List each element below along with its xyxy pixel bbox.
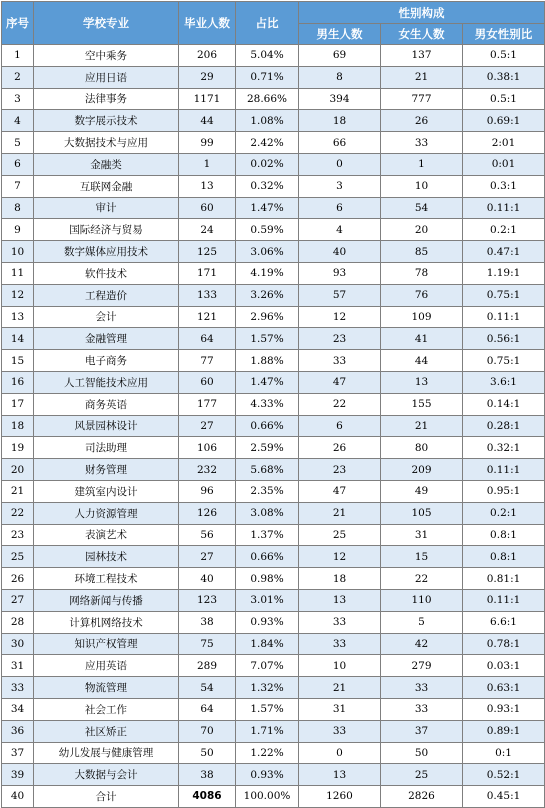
gender-ratio-cell: 0.11:1 <box>463 459 545 481</box>
male-cell: 18 <box>299 110 381 132</box>
major-cell: 应用英语 <box>34 655 179 677</box>
male-cell: 66 <box>299 132 381 154</box>
gender-ratio-cell: 0.8:1 <box>463 524 545 546</box>
ratio-cell: 1.57% <box>236 698 299 720</box>
gender-ratio-cell: 6.6:1 <box>463 611 545 633</box>
table-row <box>2 262 545 284</box>
major-cell: 社会工作 <box>34 698 179 720</box>
seq-cell: 4 <box>2 110 34 132</box>
seq-cell: 36 <box>2 720 34 742</box>
seq-cell: 1 <box>2 45 34 67</box>
table-row <box>2 611 545 633</box>
ratio-cell: 7.07% <box>236 655 299 677</box>
graduates-cell: 29 <box>179 66 236 88</box>
header-major: 学校专业 <box>34 2 179 45</box>
graduates-cell: 56 <box>179 524 236 546</box>
ratio-cell: 3.01% <box>236 589 299 611</box>
male-cell: 13 <box>299 589 381 611</box>
gender-ratio-cell: 0.2:1 <box>463 502 545 524</box>
gender-ratio-cell: 0.69:1 <box>463 110 545 132</box>
graduates-cell: 125 <box>179 241 236 263</box>
table-row <box>2 415 545 437</box>
table-row <box>2 480 545 502</box>
table-row <box>2 720 545 742</box>
gender-ratio-cell: 0.28:1 <box>463 415 545 437</box>
ratio-cell: 0.59% <box>236 219 299 241</box>
male-cell: 31 <box>299 698 381 720</box>
ratio-cell: 0.32% <box>236 175 299 197</box>
table-row <box>2 698 545 720</box>
female-cell: 33 <box>381 132 463 154</box>
ratio-cell: 0.66% <box>236 415 299 437</box>
graduates-cell: 38 <box>179 611 236 633</box>
female-cell: 44 <box>381 350 463 372</box>
seq-cell: 8 <box>2 197 34 219</box>
graduates-cell: 44 <box>179 110 236 132</box>
seq-cell: 25 <box>2 546 34 568</box>
female-cell: 49 <box>381 480 463 502</box>
major-cell: 计算机网络技术 <box>34 611 179 633</box>
graduates-cell: 27 <box>179 415 236 437</box>
male-cell: 6 <box>299 197 381 219</box>
female-cell: 33 <box>381 677 463 699</box>
major-cell: 法律事务 <box>34 88 179 110</box>
table-row <box>2 677 545 699</box>
seq-cell: 7 <box>2 175 34 197</box>
table-row <box>2 764 545 786</box>
seq-cell: 15 <box>2 350 34 372</box>
header-gender-ratio: 男女性别比 <box>463 24 545 45</box>
ratio-cell: 0.71% <box>236 66 299 88</box>
seq-cell: 12 <box>2 284 34 306</box>
major-cell: 人工智能技术应用 <box>34 371 179 393</box>
male-cell: 1260 <box>299 786 381 808</box>
major-cell: 幼儿发展与健康管理 <box>34 742 179 764</box>
graduates-cell: 13 <box>179 175 236 197</box>
graduates-cell: 64 <box>179 328 236 350</box>
table-row <box>2 524 545 546</box>
gender-ratio-cell: 0.56:1 <box>463 328 545 350</box>
ratio-cell: 0.98% <box>236 568 299 590</box>
male-cell: 22 <box>299 393 381 415</box>
table-row <box>2 459 545 481</box>
ratio-cell: 1.47% <box>236 197 299 219</box>
graduates-cell: 70 <box>179 720 236 742</box>
ratio-cell: 3.08% <box>236 502 299 524</box>
female-cell: 33 <box>381 698 463 720</box>
seq-cell: 40 <box>2 786 34 808</box>
seq-cell: 22 <box>2 502 34 524</box>
gender-ratio-cell: 0.78:1 <box>463 633 545 655</box>
major-cell: 建筑室内设计 <box>34 480 179 502</box>
female-cell: 50 <box>381 742 463 764</box>
gender-ratio-cell: 0.95:1 <box>463 480 545 502</box>
female-cell: 137 <box>381 45 463 67</box>
major-cell: 金融类 <box>34 153 179 175</box>
male-cell: 23 <box>299 459 381 481</box>
graduates-cell: 126 <box>179 502 236 524</box>
female-cell: 10 <box>381 175 463 197</box>
seq-cell: 2 <box>2 66 34 88</box>
gender-ratio-cell: 0.11:1 <box>463 306 545 328</box>
ratio-cell: 1.37% <box>236 524 299 546</box>
seq-cell: 18 <box>2 415 34 437</box>
male-cell: 4 <box>299 219 381 241</box>
header-graduates: 毕业人数 <box>179 2 236 45</box>
male-cell: 12 <box>299 546 381 568</box>
male-cell: 33 <box>299 633 381 655</box>
male-cell: 33 <box>299 350 381 372</box>
female-cell: 22 <box>381 568 463 590</box>
graduates-cell: 60 <box>179 371 236 393</box>
gender-ratio-cell: 0.52:1 <box>463 764 545 786</box>
major-cell: 工程造价 <box>34 284 179 306</box>
gender-ratio-cell: 0:01 <box>463 153 545 175</box>
table-row <box>2 132 545 154</box>
ratio-cell: 28.66% <box>236 88 299 110</box>
gender-ratio-cell: 3.6:1 <box>463 371 545 393</box>
graduates-cell: 206 <box>179 45 236 67</box>
seq-cell: 30 <box>2 633 34 655</box>
female-cell: 279 <box>381 655 463 677</box>
table-row <box>2 284 545 306</box>
male-cell: 18 <box>299 568 381 590</box>
table-row <box>2 350 545 372</box>
header-male: 男生人数 <box>299 24 381 45</box>
table-row <box>2 153 545 175</box>
seq-cell: 14 <box>2 328 34 350</box>
table-row <box>2 589 545 611</box>
ratio-cell: 0.66% <box>236 546 299 568</box>
male-cell: 23 <box>299 328 381 350</box>
male-cell: 33 <box>299 720 381 742</box>
ratio-cell: 0.93% <box>236 764 299 786</box>
male-cell: 47 <box>299 480 381 502</box>
graduates-cell: 123 <box>179 589 236 611</box>
ratio-cell: 4.33% <box>236 393 299 415</box>
graduates-cell: 99 <box>179 132 236 154</box>
table-row <box>2 786 545 808</box>
male-cell: 69 <box>299 45 381 67</box>
seq-cell: 10 <box>2 241 34 263</box>
table-row <box>2 328 545 350</box>
gender-ratio-cell: 0.5:1 <box>463 45 545 67</box>
major-cell: 风景园林设计 <box>34 415 179 437</box>
graduates-cell: 38 <box>179 764 236 786</box>
gender-ratio-cell: 0.14:1 <box>463 393 545 415</box>
female-cell: 78 <box>381 262 463 284</box>
major-cell: 审计 <box>34 197 179 219</box>
female-cell: 105 <box>381 502 463 524</box>
graduates-cell: 60 <box>179 197 236 219</box>
table-row <box>2 633 545 655</box>
male-cell: 21 <box>299 677 381 699</box>
graduates-cell: 171 <box>179 262 236 284</box>
ratio-cell: 1.71% <box>236 720 299 742</box>
seq-cell: 9 <box>2 219 34 241</box>
major-cell: 商务英语 <box>34 393 179 415</box>
female-cell: 2826 <box>381 786 463 808</box>
major-cell: 数字展示技术 <box>34 110 179 132</box>
ratio-cell: 1.47% <box>236 371 299 393</box>
gender-ratio-cell: 0.5:1 <box>463 88 545 110</box>
male-cell: 6 <box>299 415 381 437</box>
male-cell: 13 <box>299 764 381 786</box>
seq-cell: 28 <box>2 611 34 633</box>
table-row <box>2 742 545 764</box>
major-cell: 司法助理 <box>34 437 179 459</box>
female-cell: 37 <box>381 720 463 742</box>
ratio-cell: 1.22% <box>236 742 299 764</box>
graduates-cell: 64 <box>179 698 236 720</box>
ratio-cell: 4.19% <box>236 262 299 284</box>
gender-ratio-cell: 0.03:1 <box>463 655 545 677</box>
table-row <box>2 197 545 219</box>
ratio-cell: 1.32% <box>236 677 299 699</box>
ratio-cell: 3.26% <box>236 284 299 306</box>
seq-cell: 13 <box>2 306 34 328</box>
male-cell: 8 <box>299 66 381 88</box>
gender-ratio-cell: 0.38:1 <box>463 66 545 88</box>
major-cell: 表演艺术 <box>34 524 179 546</box>
graduates-cell: 75 <box>179 633 236 655</box>
gender-ratio-cell: 0.3:1 <box>463 175 545 197</box>
female-cell: 42 <box>381 633 463 655</box>
female-cell: 110 <box>381 589 463 611</box>
gender-ratio-cell: 0.2:1 <box>463 219 545 241</box>
gender-ratio-cell: 0.45:1 <box>463 786 545 808</box>
male-cell: 93 <box>299 262 381 284</box>
ratio-cell: 1.08% <box>236 110 299 132</box>
header-seq: 序号 <box>2 2 34 45</box>
header-ratio: 占比 <box>236 2 299 45</box>
graduates-cell: 27 <box>179 546 236 568</box>
ratio-cell: 5.04% <box>236 45 299 67</box>
ratio-cell: 1.88% <box>236 350 299 372</box>
female-cell: 15 <box>381 546 463 568</box>
major-cell: 应用日语 <box>34 66 179 88</box>
seq-cell: 5 <box>2 132 34 154</box>
graduates-cell: 1171 <box>179 88 236 110</box>
male-cell: 25 <box>299 524 381 546</box>
gender-ratio-cell: 0.75:1 <box>463 284 545 306</box>
female-cell: 21 <box>381 66 463 88</box>
table-row <box>2 219 545 241</box>
major-cell: 金融管理 <box>34 328 179 350</box>
seq-cell: 3 <box>2 88 34 110</box>
male-cell: 3 <box>299 175 381 197</box>
ratio-cell: 2.42% <box>236 132 299 154</box>
graduates-cell: 289 <box>179 655 236 677</box>
table-row <box>2 393 545 415</box>
graduates-cell: 1 <box>179 153 236 175</box>
male-cell: 0 <box>299 153 381 175</box>
ratio-cell: 2.35% <box>236 480 299 502</box>
major-cell: 网络新闻与传播 <box>34 589 179 611</box>
major-cell: 财务管理 <box>34 459 179 481</box>
gender-ratio-cell: 0.11:1 <box>463 197 545 219</box>
graduates-cell: 177 <box>179 393 236 415</box>
ratio-cell: 100.00% <box>236 786 299 808</box>
female-cell: 13 <box>381 371 463 393</box>
male-cell: 21 <box>299 502 381 524</box>
seq-cell: 26 <box>2 568 34 590</box>
header-female: 女生人数 <box>381 24 463 45</box>
ratio-cell: 2.59% <box>236 437 299 459</box>
seq-cell: 34 <box>2 698 34 720</box>
gender-ratio-cell: 0.47:1 <box>463 241 545 263</box>
female-cell: 76 <box>381 284 463 306</box>
gender-ratio-cell: 2:01 <box>463 132 545 154</box>
gender-ratio-cell: 0.89:1 <box>463 720 545 742</box>
table-header <box>2 2 545 45</box>
gender-ratio-cell: 0.8:1 <box>463 546 545 568</box>
major-cell: 环境工程技术 <box>34 568 179 590</box>
female-cell: 25 <box>381 764 463 786</box>
major-cell: 空中乘务 <box>34 45 179 67</box>
gender-ratio-cell: 0:1 <box>463 742 545 764</box>
major-cell: 园林技术 <box>34 546 179 568</box>
gender-ratio-cell: 0.93:1 <box>463 698 545 720</box>
graduates-cell: 133 <box>179 284 236 306</box>
graduates-cell: 77 <box>179 350 236 372</box>
graduates-cell: 232 <box>179 459 236 481</box>
major-cell: 会计 <box>34 306 179 328</box>
female-cell: 85 <box>381 241 463 263</box>
major-cell: 合计 <box>34 786 179 808</box>
seq-cell: 33 <box>2 677 34 699</box>
gender-ratio-cell: 0.63:1 <box>463 677 545 699</box>
major-cell: 数字媒体应用技术 <box>34 241 179 263</box>
female-cell: 80 <box>381 437 463 459</box>
female-cell: 155 <box>381 393 463 415</box>
table-row <box>2 437 545 459</box>
ratio-cell: 0.02% <box>236 153 299 175</box>
male-cell: 0 <box>299 742 381 764</box>
seq-cell: 11 <box>2 262 34 284</box>
male-cell: 394 <box>299 88 381 110</box>
table-row <box>2 546 545 568</box>
major-cell: 物流管理 <box>34 677 179 699</box>
seq-cell: 20 <box>2 459 34 481</box>
gender-ratio-cell: 0.81:1 <box>463 568 545 590</box>
female-cell: 26 <box>381 110 463 132</box>
major-cell: 电子商务 <box>34 350 179 372</box>
seq-cell: 17 <box>2 393 34 415</box>
female-cell: 209 <box>381 459 463 481</box>
gender-ratio-cell: 0.11:1 <box>463 589 545 611</box>
female-cell: 5 <box>381 611 463 633</box>
graduates-by-major-table <box>1 1 545 808</box>
female-cell: 31 <box>381 524 463 546</box>
header-gender: 性别构成 <box>299 2 545 24</box>
female-cell: 41 <box>381 328 463 350</box>
major-cell: 大数据与会计 <box>34 764 179 786</box>
ratio-cell: 1.84% <box>236 633 299 655</box>
male-cell: 47 <box>299 371 381 393</box>
table-row <box>2 110 545 132</box>
seq-cell: 16 <box>2 371 34 393</box>
major-cell: 互联网金融 <box>34 175 179 197</box>
table-row <box>2 45 545 67</box>
graduates-cell: 40 <box>179 568 236 590</box>
table-row <box>2 306 545 328</box>
table-row <box>2 66 545 88</box>
male-cell: 33 <box>299 611 381 633</box>
male-cell: 26 <box>299 437 381 459</box>
seq-cell: 6 <box>2 153 34 175</box>
female-cell: 109 <box>381 306 463 328</box>
graduates-cell: 106 <box>179 437 236 459</box>
graduates-cell: 50 <box>179 742 236 764</box>
seq-cell: 19 <box>2 437 34 459</box>
major-cell: 大数据技术与应用 <box>34 132 179 154</box>
table-row <box>2 241 545 263</box>
graduates-cell: 54 <box>179 677 236 699</box>
female-cell: 777 <box>381 88 463 110</box>
gender-ratio-cell: 1.19:1 <box>463 262 545 284</box>
ratio-cell: 2.96% <box>236 306 299 328</box>
seq-cell: 27 <box>2 589 34 611</box>
major-cell: 软件技术 <box>34 262 179 284</box>
major-cell: 知识产权管理 <box>34 633 179 655</box>
graduates-cell: 4086 <box>179 786 236 808</box>
female-cell: 21 <box>381 415 463 437</box>
table-row <box>2 655 545 677</box>
table-body <box>2 45 545 808</box>
gender-ratio-cell: 0.75:1 <box>463 350 545 372</box>
graduates-cell: 24 <box>179 219 236 241</box>
table-row <box>2 175 545 197</box>
female-cell: 1 <box>381 153 463 175</box>
table-row <box>2 371 545 393</box>
seq-cell: 21 <box>2 480 34 502</box>
male-cell: 12 <box>299 306 381 328</box>
female-cell: 54 <box>381 197 463 219</box>
male-cell: 57 <box>299 284 381 306</box>
ratio-cell: 5.68% <box>236 459 299 481</box>
major-cell: 社区矫正 <box>34 720 179 742</box>
major-cell: 国际经济与贸易 <box>34 219 179 241</box>
male-cell: 40 <box>299 241 381 263</box>
female-cell: 20 <box>381 219 463 241</box>
seq-cell: 31 <box>2 655 34 677</box>
ratio-cell: 3.06% <box>236 241 299 263</box>
seq-cell: 23 <box>2 524 34 546</box>
ratio-cell: 0.93% <box>236 611 299 633</box>
graduates-cell: 121 <box>179 306 236 328</box>
table-row <box>2 502 545 524</box>
table-row <box>2 568 545 590</box>
seq-cell: 37 <box>2 742 34 764</box>
ratio-cell: 1.57% <box>236 328 299 350</box>
seq-cell: 39 <box>2 764 34 786</box>
male-cell: 10 <box>299 655 381 677</box>
gender-ratio-cell: 0.32:1 <box>463 437 545 459</box>
major-cell: 人力资源管理 <box>34 502 179 524</box>
table-row <box>2 88 545 110</box>
graduates-cell: 96 <box>179 480 236 502</box>
